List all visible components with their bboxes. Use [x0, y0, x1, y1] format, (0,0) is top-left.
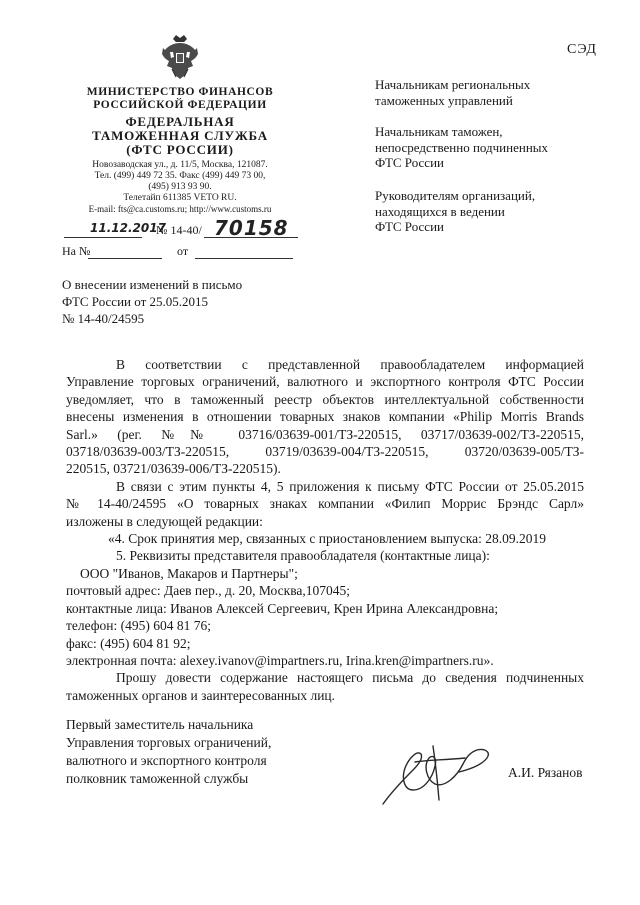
registration-block [62, 216, 302, 260]
ot-label: от [177, 244, 189, 258]
ministry-line: МИНИСТЕРСТВО ФИНАНСОВ [86, 86, 274, 98]
contact-line: Новозаводская ул., д. 11/5, Москва, 121087. [92, 160, 268, 170]
sed-mark: СЭД [567, 42, 597, 57]
na-label: На № [62, 244, 91, 258]
handwritten-signature [375, 740, 500, 810]
handwritten-date: 11.12.2017 [90, 221, 166, 235]
service-heading [62, 115, 298, 157]
addressee-line: таможенных управлений [375, 92, 513, 108]
closing-line: таможенных органов и заинтересованных лиц. [66, 687, 336, 703]
closing-line: Прошу довести содержание настоящего письма до сведения подчиненных [116, 670, 584, 686]
contact-line: (495) 913 93 90. [148, 182, 212, 192]
ministry-heading [62, 86, 298, 112]
addressee-line: Начальникам таможен, [375, 124, 503, 139]
rep-line: факс: (495) 604 81 92; [66, 635, 191, 651]
body-line: В связи с этим пункты 4, 5 приложения к письму ФТС России от 25.05.2015 [116, 478, 584, 494]
addressee-line: Руководителям организаций, [375, 188, 536, 203]
body-line: Sarl.» (рег. №№ 03716/03639-001/ТЗ-220515, 03717/03639-002/ТЗ-220515, [66, 426, 584, 442]
rep-line: контактные лица: Иванов Алексей Сергеевич, Крен Ирина Александровна; [66, 600, 499, 616]
rep-line: ООО "Иванов, Макаров и Партнеры"; [80, 565, 298, 581]
signatory-title-line: Первый заместитель начальника [66, 717, 254, 732]
addressee-organizations [375, 188, 605, 235]
body-line: изложены в следующей редакции: [66, 513, 263, 529]
na-field [88, 258, 162, 259]
coat-of-arms-emblem [160, 33, 200, 83]
body-line: В соответствии с представленной правообладателем информацией [116, 357, 584, 372]
item-4: «4. Срок принятия мер, связанных с приостановлением выпуска: 28.09.2019 [108, 531, 547, 547]
ot-field [195, 258, 293, 259]
date-field [64, 220, 166, 238]
rep-line: электронная почта: alexey.ivanov@impartners.ru, Irina.kren@impartners.ru». [66, 652, 494, 668]
addressee-line: ФТС России [375, 155, 444, 170]
signatory-title-line: Управления торговых ограничений, [66, 735, 272, 750]
signatory-name: А.И. Рязанов [508, 765, 583, 780]
contact-block [62, 160, 298, 215]
ministry-line: РОССИЙСКОЙ ФЕДЕРАЦИИ [93, 99, 267, 111]
letter-body [66, 356, 584, 704]
body-line: № 14-40/24595 «О товарных знаках компании «Филип Моррис Брэндс Сарл» [66, 496, 584, 512]
addressee-line: находящихся в ведении [375, 203, 505, 219]
addressee-regional [375, 77, 605, 108]
service-line: (ФТС РОССИИ) [126, 142, 234, 157]
contact-line: Телетайп 611385 VETO RU. [123, 193, 237, 203]
subject-line: № 14-40/24595 [62, 311, 145, 326]
contact-line: Тел. (499) 449 72 35. Факс (499) 449 73 00, [94, 171, 266, 181]
handwritten-number: 70158 [214, 216, 289, 240]
subject-line: О внесении изменений в письмо [62, 277, 243, 292]
letter-subject [62, 276, 312, 327]
addressee-line: ФТС России [375, 219, 444, 234]
signatory-title [66, 716, 306, 788]
addressee-customs [375, 124, 605, 171]
addressee-line: Начальникам региональных [375, 77, 531, 92]
number-prefix: № 14-40/ [156, 223, 202, 237]
addressee-line: непосредственно подчиненных [375, 139, 549, 155]
number-field [204, 216, 298, 240]
signatory-title-line: полковник таможенной службы [66, 771, 249, 786]
body-line: 03718/03639-003/ТЗ-220515, 03719/03639-004/ТЗ-220515, 03720/03639-005/ТЗ- [66, 444, 584, 460]
body-line: внесены изменения в отношении товарных знаков компании «Philip Morris Brands [66, 409, 584, 425]
body-line: уведомляет, что в таможенный реестр объектов интеллектуальной собственности [66, 391, 584, 407]
contact-line: E-mail: fts@ca.customs.ru; http://www.customs.ru [88, 204, 272, 214]
item-5: 5. Реквизиты представителя правообладателя (контактные лица): [116, 548, 490, 564]
rep-line: почтовый адрес: Даев пер., д. 20, Москва,107045; [66, 583, 351, 599]
rep-line: телефон: (495) 604 81 76; [66, 618, 211, 634]
body-line: Управление торговых ограничений, валютного и экспортного контроля ФТС России [66, 374, 584, 390]
signatory-title-line: валютного и экспортного контроля [66, 753, 267, 768]
subject-line: ФТС России от 25.05.2015 [62, 294, 209, 309]
service-line: ФЕДЕРАЛЬНАЯ [125, 114, 235, 129]
service-line: ТАМОЖЕННАЯ СЛУЖБА [92, 128, 268, 143]
body-line: 220515, 03721/03639-006/ТЗ-220515). [66, 461, 281, 477]
